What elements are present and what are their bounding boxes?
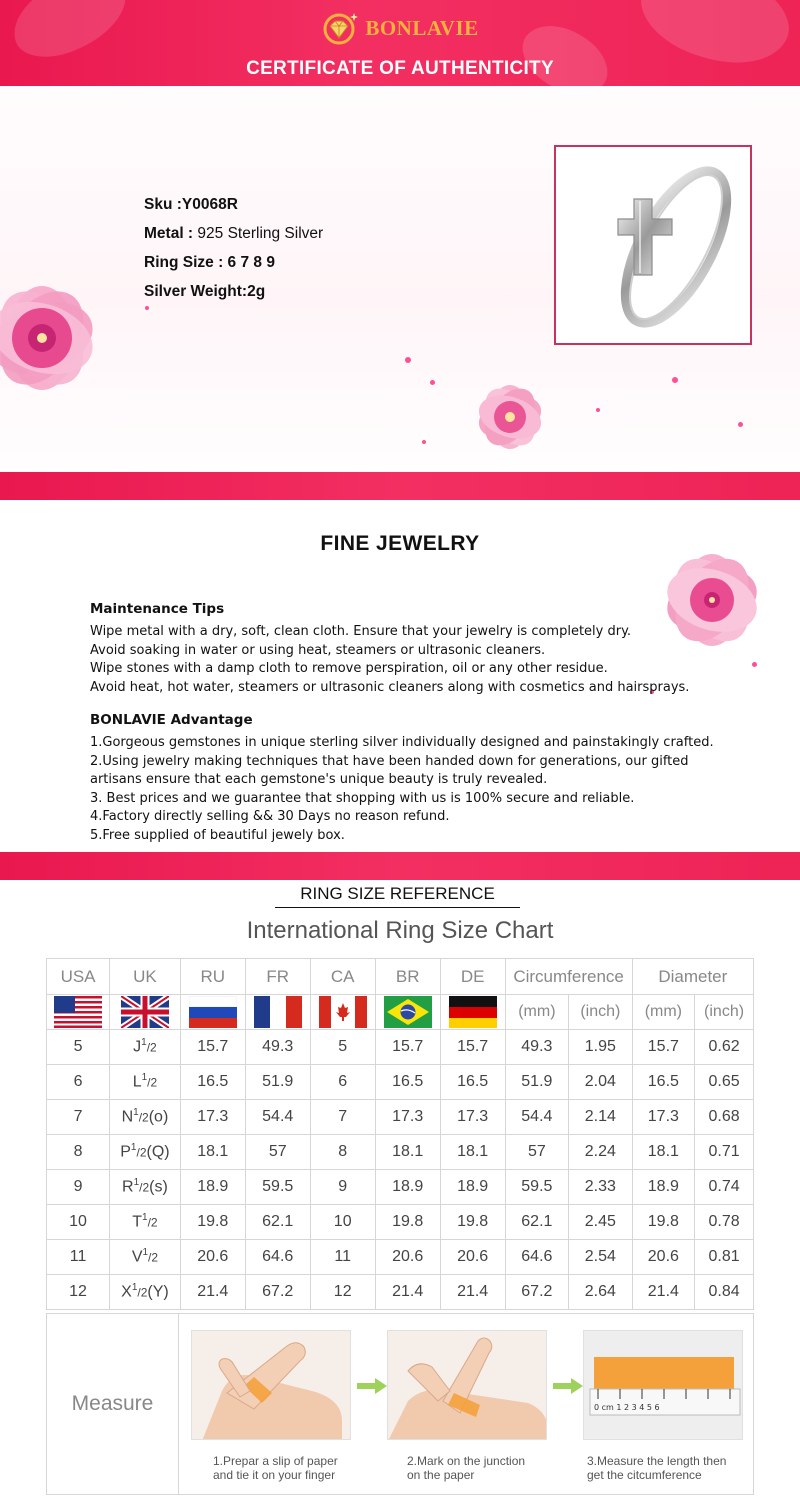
cell-circ-in: 2.45	[569, 1205, 633, 1240]
step-caption	[407, 1454, 525, 1482]
metal-label: Metal :	[144, 225, 194, 242]
advantage-line: 3. Best prices and we guarantee that shopping with us is 100% secure and reliable.	[90, 790, 635, 806]
cell-dia-in: 0.62	[695, 1030, 754, 1065]
table-header-row	[47, 959, 754, 995]
maintenance-line: Wipe metal with a dry, soft, clean cloth. Ensure that your jewelry is completely dry.	[90, 624, 632, 639]
header-fr: FR	[245, 959, 310, 995]
cell-de: 18.1	[440, 1135, 505, 1170]
step-caption-line: get the citcumference	[587, 1468, 702, 1482]
certificate-footer-band	[0, 472, 800, 500]
cell-ca: 6	[310, 1065, 375, 1100]
unit-circumference-mm: (mm)	[505, 995, 568, 1030]
cell-usa: 6	[47, 1065, 110, 1100]
cell-usa: 10	[47, 1205, 110, 1240]
table-row	[47, 1275, 754, 1310]
advantage-heading: BONLAVIE Advantage	[90, 712, 253, 728]
arrow-right-icon	[553, 1376, 583, 1396]
unit-diameter-mm: (mm)	[632, 995, 694, 1030]
advantage-line: 5.Free supplied of beautiful jewely box.	[90, 827, 345, 843]
ring-size-label: Ring Size :	[144, 254, 224, 271]
advantage-line: artisans ensure that each gemstone's unique beauty is truly revealed.	[90, 772, 548, 787]
measure-section	[46, 1313, 754, 1495]
cell-circ-in: 1.95	[569, 1030, 633, 1065]
unit-circumference-inch: (inch)	[569, 995, 633, 1030]
cell-uk: $N^1/2(o)$	[110, 1100, 181, 1135]
cell-uk: $V^1/2$	[110, 1240, 181, 1275]
step-caption-line: 3.Measure the length then	[587, 1454, 727, 1468]
cell-fr: 64.6	[245, 1240, 310, 1275]
cell-dia-in: 0.68	[695, 1100, 754, 1135]
uk-flag-icon	[121, 996, 169, 1028]
cell-circ-mm: 62.1	[505, 1205, 568, 1240]
ring-size-line	[144, 254, 275, 272]
ring-size-value: 6 7 8 9	[223, 254, 275, 271]
certificate-header-band	[0, 0, 800, 86]
germany-flag-icon	[449, 996, 497, 1028]
table-row	[47, 1205, 754, 1240]
cell-br: 18.1	[375, 1135, 440, 1170]
flag-cell	[245, 995, 310, 1030]
sku-value: Y0068R	[181, 196, 238, 213]
cell-ca: 10	[310, 1205, 375, 1240]
cell-usa: 11	[47, 1240, 110, 1275]
advantage-line: 4.Factory directly selling && 30 Days no reason refund.	[90, 809, 450, 824]
cell-ru: 20.6	[180, 1240, 245, 1275]
cell-circ-in: 2.33	[569, 1170, 633, 1205]
unit-diameter-inch: (inch)	[695, 995, 754, 1030]
cell-circ-in: 2.54	[569, 1240, 633, 1275]
cell-dia-in: 0.65	[695, 1065, 754, 1100]
cross-ring-image	[556, 147, 750, 343]
silver-weight-label: Silver Weight:	[144, 283, 248, 300]
metal-line	[144, 225, 323, 243]
cell-br: 15.7	[375, 1030, 440, 1065]
ring-size-chart-title: International Ring Size Chart	[246, 917, 554, 944]
cell-dia-mm: 18.9	[632, 1170, 694, 1205]
table-row	[47, 1030, 754, 1065]
cell-dia-mm: 19.8	[632, 1205, 694, 1240]
header-br: BR	[375, 959, 440, 995]
cell-usa: 5	[47, 1030, 110, 1065]
flag-cell	[375, 995, 440, 1030]
cell-de: 20.6	[440, 1240, 505, 1275]
cell-br: 20.6	[375, 1240, 440, 1275]
fine-jewelry-title: FINE JEWELRY	[320, 532, 480, 555]
cell-dia-in: 0.71	[695, 1135, 754, 1170]
silver-weight-line	[144, 283, 265, 301]
arrow-right-icon	[357, 1376, 387, 1396]
table-row	[47, 1065, 754, 1100]
cell-ru: 21.4	[180, 1275, 245, 1310]
metal-value: 925 Sterling Silver	[193, 225, 324, 242]
flags-row	[47, 995, 754, 1030]
certificate-title: CERTIFICATE OF AUTHENTICITY	[246, 58, 554, 79]
maintenance-tips	[90, 623, 689, 697]
cell-fr: 67.2	[245, 1275, 310, 1310]
cell-usa: 9	[47, 1170, 110, 1205]
header-ca: CA	[310, 959, 375, 995]
cell-br: 19.8	[375, 1205, 440, 1240]
cell-ca: 8	[310, 1135, 375, 1170]
separator-band	[0, 852, 800, 880]
canada-flag-icon	[319, 996, 367, 1028]
cell-dia-in: 0.78	[695, 1205, 754, 1240]
header-de: DE	[440, 959, 505, 995]
cell-ru: 18.1	[180, 1135, 245, 1170]
cell-ca: 12	[310, 1275, 375, 1310]
brazil-flag-icon	[384, 996, 432, 1028]
header-circumference: Circumference	[505, 959, 632, 995]
cell-dia-in: 0.81	[695, 1240, 754, 1275]
maintenance-heading: Maintenance Tips	[90, 601, 225, 617]
cell-fr: 57	[245, 1135, 310, 1170]
product-image-frame	[554, 145, 752, 345]
cell-circ-in: 2.04	[569, 1065, 633, 1100]
cell-dia-mm: 18.1	[632, 1135, 694, 1170]
flag-cell	[440, 995, 505, 1030]
cell-uk: $J^1/2$	[110, 1030, 181, 1065]
cell-uk: $L^1/2$	[110, 1065, 181, 1100]
cell-fr: 51.9	[245, 1065, 310, 1100]
flag-cell	[180, 995, 245, 1030]
cell-fr: 62.1	[245, 1205, 310, 1240]
brand-name: BONLAVIE	[365, 15, 479, 40]
cell-ru: 18.9	[180, 1170, 245, 1205]
cell-uk: $X^1/2(Y)$	[110, 1275, 181, 1310]
silver-weight-value: 2g	[247, 283, 266, 300]
mark-paper-image	[387, 1330, 547, 1440]
cell-uk: $R^1/2(s)$	[110, 1170, 181, 1205]
maintenance-line: Avoid heat, hot water, steamers or ultrasonic cleaners along with cosmetics and hairsprays.	[90, 679, 690, 695]
pink-flower-small-decoration	[462, 372, 558, 462]
cell-ca: 5	[310, 1030, 375, 1065]
brand-logo	[0, 8, 800, 48]
cell-circ-mm: 51.9	[505, 1065, 568, 1100]
cell-ca: 11	[310, 1240, 375, 1275]
cell-dia-mm: 21.4	[632, 1275, 694, 1310]
flag-cell	[310, 995, 375, 1030]
step-caption-line: on the paper	[407, 1468, 475, 1482]
cell-ca: 9	[310, 1170, 375, 1205]
table-row	[47, 1135, 754, 1170]
header-usa: USA	[47, 959, 110, 995]
cell-de: 15.7	[440, 1030, 505, 1065]
header-ru: RU	[180, 959, 245, 995]
cell-de: 19.8	[440, 1205, 505, 1240]
cell-ca: 7	[310, 1100, 375, 1135]
advantage-list	[90, 734, 714, 845]
ruler-image	[583, 1330, 743, 1440]
cell-fr: 59.5	[245, 1170, 310, 1205]
russia-flag-icon	[189, 996, 237, 1028]
cell-de: 18.9	[440, 1170, 505, 1205]
table-row	[47, 1240, 754, 1275]
cell-circ-mm: 64.6	[505, 1240, 568, 1275]
cell-ru: 17.3	[180, 1100, 245, 1135]
cell-br: 16.5	[375, 1065, 440, 1100]
header-uk: UK	[110, 959, 181, 995]
measure-label: Measure	[47, 1314, 179, 1494]
cell-circ-mm: 59.5	[505, 1170, 568, 1205]
ruler-digits: 0 cm 1 2 3 4 5 6	[594, 1403, 660, 1412]
cell-circ-mm: 67.2	[505, 1275, 568, 1310]
sku-line	[144, 196, 238, 214]
cell-fr: 49.3	[245, 1030, 310, 1065]
certificate-section	[0, 0, 800, 500]
sku-label: Sku :	[144, 196, 182, 213]
advantage-line: 2.Using jewelry making techniques that have been handed down for generations, our gifted	[90, 753, 689, 769]
cell-fr: 54.4	[245, 1100, 310, 1135]
gem-logo-icon	[321, 10, 361, 46]
cell-br: 18.9	[375, 1170, 440, 1205]
usa-flag-icon	[54, 996, 102, 1028]
cell-de: 17.3	[440, 1100, 505, 1135]
cell-dia-mm: 17.3	[632, 1100, 694, 1135]
step-caption-line: 2.Mark on the junction	[407, 1454, 526, 1468]
cell-br: 21.4	[375, 1275, 440, 1310]
step-caption	[587, 1454, 726, 1482]
table-row	[47, 1100, 754, 1135]
flag-cell	[47, 995, 110, 1030]
cell-usa: 12	[47, 1275, 110, 1310]
cell-usa: 8	[47, 1135, 110, 1170]
cell-ru: 16.5	[180, 1065, 245, 1100]
ring-size-reference-title: RING SIZE REFERENCE	[275, 884, 520, 908]
cell-de: 21.4	[440, 1275, 505, 1310]
cell-usa: 7	[47, 1100, 110, 1135]
step-caption	[213, 1454, 338, 1482]
pink-flower-left-decoration	[0, 250, 140, 430]
maintenance-line: Avoid soaking in water or using heat, steamers or ultrasonic cleaners.	[90, 642, 546, 658]
cell-circ-in: 2.14	[569, 1100, 633, 1135]
cell-ru: 15.7	[180, 1030, 245, 1065]
step-caption-line: and tie it on your finger	[213, 1468, 336, 1482]
cell-dia-mm: 20.6	[632, 1240, 694, 1275]
cell-circ-in: 2.24	[569, 1135, 633, 1170]
cell-circ-in: 2.64	[569, 1275, 633, 1310]
cell-de: 16.5	[440, 1065, 505, 1100]
cell-dia-mm: 15.7	[632, 1030, 694, 1065]
flag-cell	[110, 995, 181, 1030]
size-rows	[47, 1030, 754, 1310]
cell-circ-mm: 54.4	[505, 1100, 568, 1135]
france-flag-icon	[254, 996, 302, 1028]
cell-dia-in: 0.74	[695, 1170, 754, 1205]
advantage-line: 1.Gorgeous gemstones in unique sterling silver individually designed and painstakingly crafted.	[90, 735, 714, 750]
step-caption-line: 1.Prepar a slip of paper	[213, 1454, 338, 1468]
cell-dia-in: 0.84	[695, 1275, 754, 1310]
table-row	[47, 1170, 754, 1205]
ring-size-table	[46, 958, 754, 1310]
cell-circ-mm: 57	[505, 1135, 568, 1170]
header-diameter: Diameter	[632, 959, 753, 995]
finger-paper-image	[191, 1330, 351, 1440]
cell-uk: $P^1/2(Q)$	[110, 1135, 181, 1170]
cell-ru: 19.8	[180, 1205, 245, 1240]
cell-circ-mm: 49.3	[505, 1030, 568, 1065]
cell-br: 17.3	[375, 1100, 440, 1135]
cell-dia-mm: 16.5	[632, 1065, 694, 1100]
cell-uk: $T^1/2$	[110, 1205, 181, 1240]
maintenance-line: Wipe stones with a damp cloth to remove perspiration, oil or any other residue.	[90, 661, 608, 676]
